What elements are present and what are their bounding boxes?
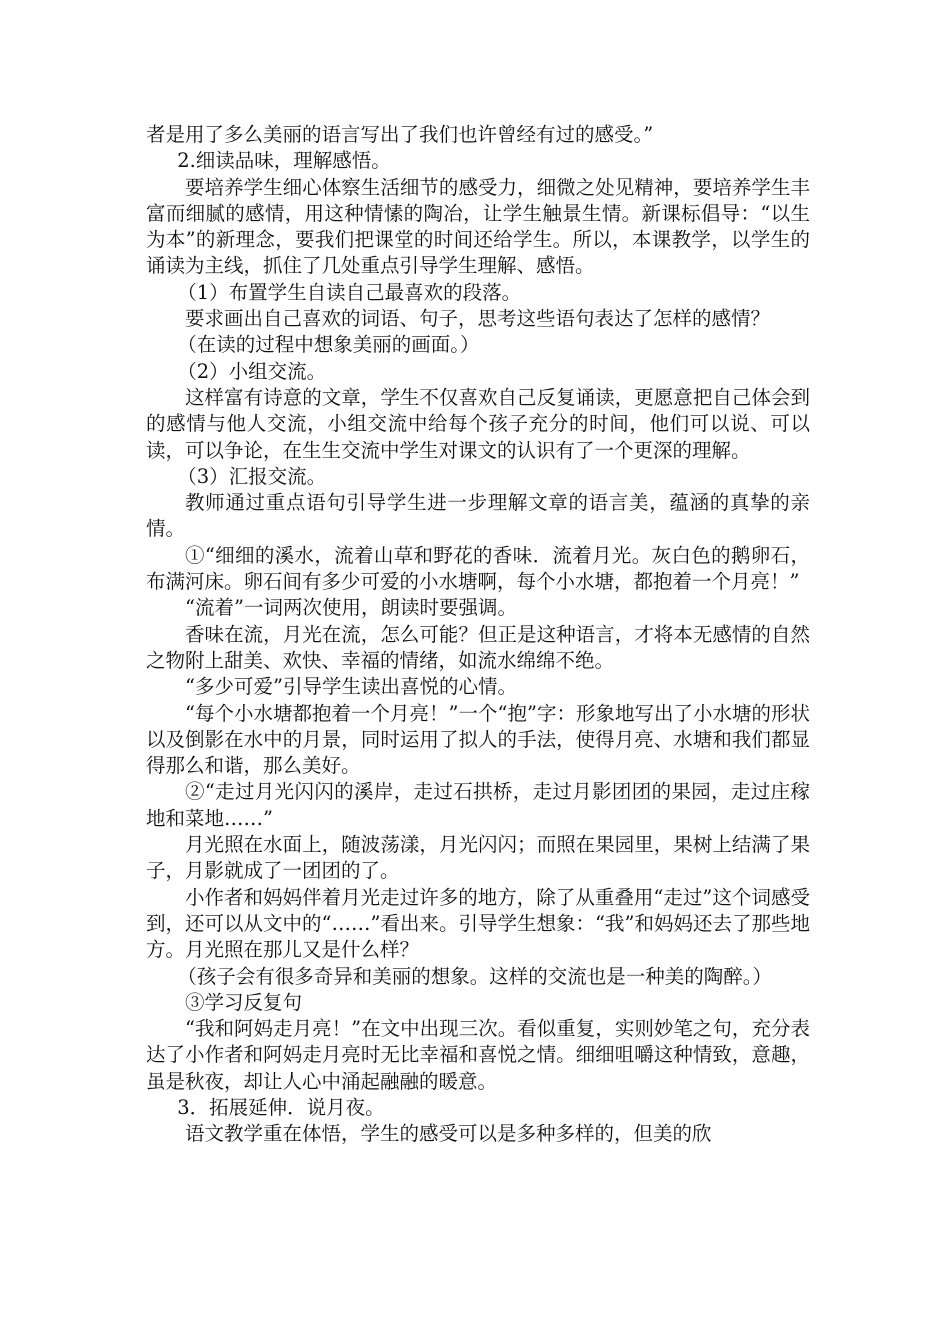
paragraph: “我和阿妈走月亮！”在文中出现三次。看似重复，实则妙笔之句，充分表达了小作者和阿妈走月亮时无比幸福和喜悦之情。细细咀嚼这种情致，意趣，虽是秋夜，却让人心中涌起融融的暖意。	[146, 1017, 810, 1093]
paragraph: 这样富有诗意的文章，学生不仅喜欢自己反复诵读，更愿意把自己体会到的感情与他人交流，小组交流中给每个孩子充分的时间，他们可以说、可以读，可以争论，在生生交流中学生对课文的认识有了一个更深的理解。	[146, 385, 810, 462]
paragraph: 者是用了多么美丽的语言写出了我们也许曾经有过的感受。”	[146, 123, 654, 146]
sub-heading: ③学习反复句	[185, 990, 303, 1014]
paragraph: “每个小水塘都抱着一个月亮！”一个“抱”字：形象地写出了小水塘的形状以及倒影在水中的月景，同时运用了拟人的手法，使得月亮、水塘和我们都显得那么和谐，那么美好。	[146, 701, 810, 778]
paragraph: “流着”一词两次使用，朗读时要强调。	[185, 596, 517, 620]
paragraph: 月光照在水面上，随波荡漾，月光闪闪；而照在果园里，果树上结满了果子，月影就成了一团团的了。	[146, 833, 810, 883]
paragraph: 教师通过重点语句引导学生进一步理解文章的语言美，蕴涵的真挚的亲情。	[146, 491, 810, 541]
quote-paragraph: ②“走过月光闪闪的溪岸，走过石拱桥，走过月影团团的果园，走过庄稼地和菜地……”	[146, 780, 810, 830]
quote-paragraph: ①“细细的溪水，流着山草和野花的香味．流着月光。灰白色的鹅卵石，布满河床。卵石间有多少可爱的小水塘啊，每个小水塘，都抱着一个月亮！”	[146, 543, 810, 594]
paragraph: 要求画出自己喜欢的词语、句子，思考这些语句表达了怎样的感情？	[185, 307, 771, 331]
document-body	[146, 122, 810, 1148]
section-heading: 2.细读品味，理解感悟。	[177, 149, 391, 173]
section-heading: 3．拓展延伸．说月夜。	[177, 1095, 385, 1119]
sub-heading: （2）小组交流。	[177, 359, 327, 383]
paragraph-note: （在读的过程中想象美丽的画面。）	[177, 333, 480, 357]
paragraph: 语文教学重在体悟，学生的感受可以是多种多样的，但美的欣	[185, 1122, 712, 1146]
paragraph: 要培养学生细心体察生活细节的感受力，细微之处见精神，要培养学生丰富而细腻的感情，用这种情愫的陶冶，让学生触景生情。新课标倡导：“以生为本”的新理念，要我们把课堂的时间还给学生。所以，本课教学，以学生的诵读为主线，抓住了几处重点引导学生理解、感悟。	[146, 175, 810, 278]
paragraph: 香味在流，月光在流，怎么可能？但正是这种语言，才将本无感情的自然之物附上甜美、欢快、幸福的情绪，如流水绵绵不绝。	[146, 622, 810, 672]
paragraph: “多少可爱”引导学生读出喜悦的心情。	[185, 675, 517, 699]
paragraph: 小作者和妈妈伴着月光走过许多的地方，除了从重叠用“走过”这个词感受到，还可以从文中的“……”看出来。引导学生想象：“我”和妈妈还去了那些地方。月光照在那儿又是什么样？	[146, 885, 810, 962]
sub-heading: （1）布置学生自读自己最喜欢的段落。	[177, 280, 522, 304]
paragraph-note: （孩子会有很多奇异和美丽的想象。这样的交流也是一种美的陶醉。）	[177, 964, 772, 988]
sub-heading: （3）汇报交流。	[177, 464, 327, 488]
